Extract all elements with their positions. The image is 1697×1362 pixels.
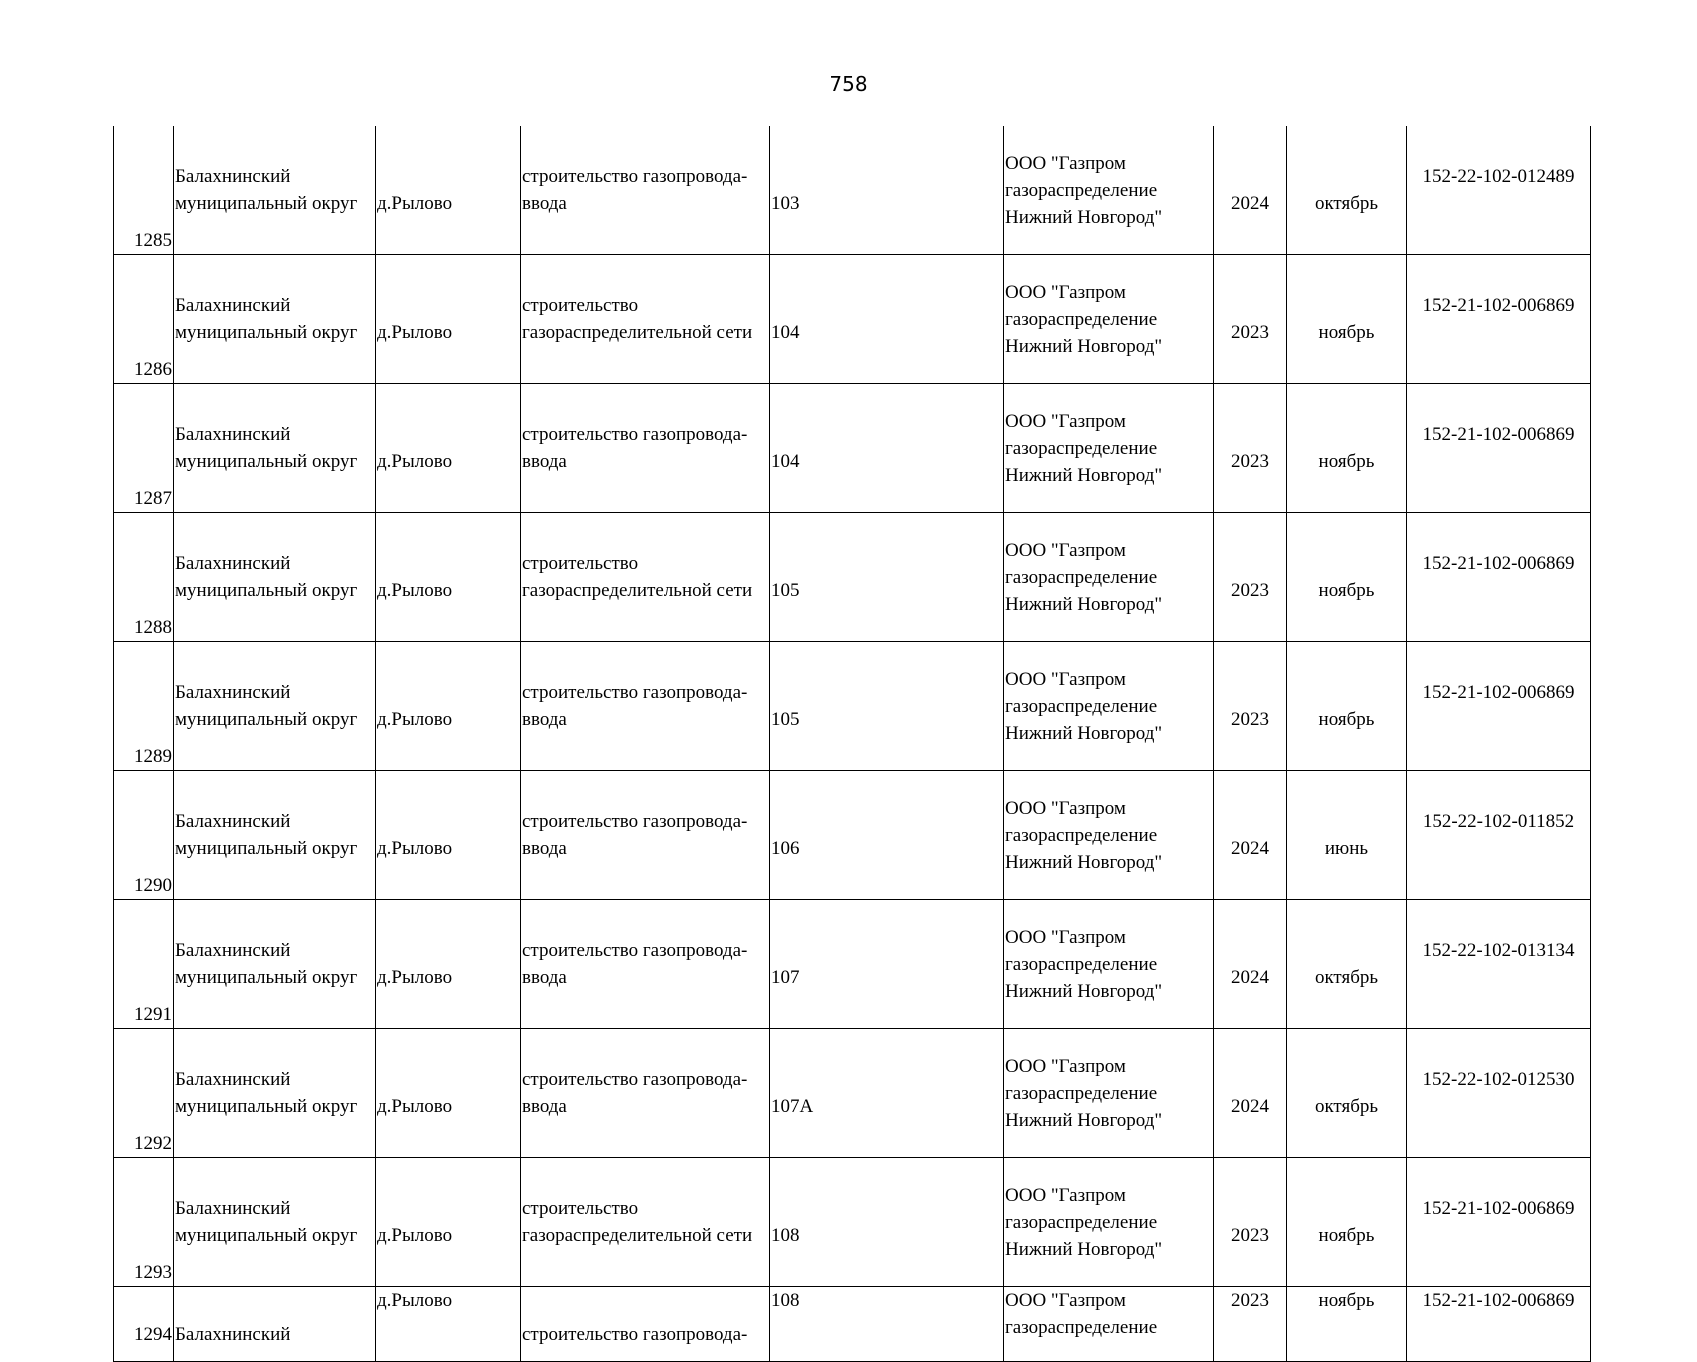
month-cell: июнь bbox=[1287, 771, 1407, 900]
cell-line: ООО "Газпром bbox=[1005, 1290, 1126, 1311]
cell-line: газораспределение bbox=[1005, 1082, 1158, 1104]
cell-line: Балахнинский bbox=[175, 811, 291, 832]
month-cell: октябрь bbox=[1287, 1029, 1407, 1158]
house-number-cell: 107А bbox=[770, 1029, 1004, 1158]
cell-line: ввода bbox=[522, 1096, 567, 1117]
cell-line: ввода bbox=[522, 838, 567, 859]
table-row bbox=[114, 642, 1591, 771]
organization-cell bbox=[1004, 1287, 1214, 1362]
district-cell bbox=[174, 255, 376, 384]
month-cell: ноябрь bbox=[1287, 513, 1407, 642]
district-cell bbox=[174, 384, 376, 513]
house-number-cell: 104 bbox=[770, 255, 1004, 384]
organization-cell bbox=[1004, 384, 1214, 513]
work-type-cell bbox=[521, 513, 770, 642]
organization-cell bbox=[1004, 126, 1214, 255]
cell-line: газораспределение bbox=[1005, 824, 1158, 846]
cell-line: ввода bbox=[522, 967, 567, 988]
cell-line: ООО "Газпром bbox=[1005, 797, 1126, 819]
month-cell: ноябрь bbox=[1287, 384, 1407, 513]
cell-line: газораспределение bbox=[1005, 953, 1158, 975]
table-row bbox=[114, 126, 1591, 255]
house-number-cell: 103 bbox=[770, 126, 1004, 255]
locality-cell: д.Рылово bbox=[376, 384, 521, 513]
locality-cell: д.Рылово bbox=[376, 1158, 521, 1287]
year-cell: 2023 bbox=[1214, 255, 1287, 384]
cell-line: муниципальный округ bbox=[175, 1225, 358, 1246]
month-cell: ноябрь bbox=[1287, 1287, 1407, 1362]
cell-line: ввода bbox=[522, 709, 567, 730]
cell-line: Балахнинский bbox=[175, 295, 291, 316]
cell-line: газораспределительной сети bbox=[522, 322, 753, 343]
cell-line: Нижний Новгород" bbox=[1005, 1109, 1163, 1131]
cell-line: газораспределительной сети bbox=[522, 580, 753, 601]
cell-line: Нижний Новгород" bbox=[1005, 851, 1163, 873]
work-type-cell bbox=[521, 384, 770, 513]
row-number-cell: 1286 bbox=[114, 255, 174, 384]
organization-cell bbox=[1004, 771, 1214, 900]
permit-code-cell: 152-22-102-013134 bbox=[1407, 900, 1591, 1029]
cell-line: строительство газопровода- bbox=[522, 166, 748, 187]
table-row bbox=[114, 900, 1591, 1029]
year-cell: 2023 bbox=[1214, 642, 1287, 771]
permit-code-cell: 152-21-102-006869 bbox=[1407, 1287, 1591, 1362]
district-cell bbox=[174, 771, 376, 900]
year-cell: 2024 bbox=[1214, 771, 1287, 900]
year-cell: 2024 bbox=[1214, 126, 1287, 255]
cell-line: Нижний Новгород" bbox=[1005, 335, 1163, 357]
house-number-cell: 105 bbox=[770, 642, 1004, 771]
cell-line: ООО "Газпром bbox=[1005, 1055, 1126, 1077]
year-cell: 2024 bbox=[1214, 900, 1287, 1029]
row-number-cell: 1294 bbox=[114, 1287, 174, 1362]
cell-line: Нижний Новгород" bbox=[1005, 980, 1163, 1002]
cell-line: газораспределение bbox=[1005, 695, 1158, 717]
locality-cell: д.Рылово bbox=[376, 642, 521, 771]
month-cell: октябрь bbox=[1287, 900, 1407, 1029]
cell-line: Нижний Новгород" bbox=[1005, 464, 1163, 486]
table-row bbox=[114, 1029, 1591, 1158]
cell-line: ввода bbox=[522, 193, 567, 214]
cell-line: Нижний Новгород" bbox=[1005, 722, 1163, 744]
organization-cell bbox=[1004, 255, 1214, 384]
table-row bbox=[114, 1287, 1591, 1362]
table-row bbox=[114, 771, 1591, 900]
cell-line: строительство bbox=[522, 553, 639, 574]
table-body bbox=[114, 126, 1591, 1362]
table-row bbox=[114, 1158, 1591, 1287]
work-type-cell bbox=[521, 126, 770, 255]
row-number-cell: 1292 bbox=[114, 1029, 174, 1158]
work-type-cell: строительство газопровода- bbox=[521, 1287, 770, 1362]
organization-cell bbox=[1004, 900, 1214, 1029]
cell-line: газораспределение bbox=[1005, 437, 1158, 459]
year-cell: 2023 bbox=[1214, 1158, 1287, 1287]
cell-line: ООО "Газпром bbox=[1005, 281, 1126, 303]
organization-cell bbox=[1004, 1158, 1214, 1287]
table-row bbox=[114, 513, 1591, 642]
locality-cell: д.Рылово bbox=[376, 771, 521, 900]
cell-line: строительство газопровода- bbox=[522, 1069, 748, 1090]
cell-line: Нижний Новгород" bbox=[1005, 1238, 1163, 1260]
cell-line: строительство газопровода- bbox=[522, 811, 748, 832]
locality-cell: д.Рылово bbox=[376, 1287, 521, 1362]
row-number-cell: 1289 bbox=[114, 642, 174, 771]
work-type-cell bbox=[521, 1158, 770, 1287]
district-cell: Балахнинский bbox=[174, 1287, 376, 1362]
cell-line: муниципальный округ bbox=[175, 1096, 358, 1117]
month-cell: октябрь bbox=[1287, 126, 1407, 255]
cell-line: газораспределение bbox=[1005, 179, 1158, 201]
house-number-cell: 104 bbox=[770, 384, 1004, 513]
district-cell bbox=[174, 126, 376, 255]
cell-line: строительство газопровода- bbox=[522, 682, 748, 703]
cell-line: Балахнинский bbox=[175, 166, 291, 187]
cell-line: муниципальный округ bbox=[175, 709, 358, 730]
house-number-cell: 106 bbox=[770, 771, 1004, 900]
cell-line: газораспределение bbox=[1005, 566, 1158, 588]
permit-code-cell: 152-21-102-006869 bbox=[1407, 642, 1591, 771]
permit-code-cell: 152-21-102-006869 bbox=[1407, 384, 1591, 513]
table-row bbox=[114, 384, 1591, 513]
cell-line: строительство газопровода- bbox=[522, 424, 748, 445]
locality-cell: д.Рылово bbox=[376, 1029, 521, 1158]
work-type-cell bbox=[521, 255, 770, 384]
cell-line: строительство bbox=[522, 1198, 639, 1219]
cell-line: газораспределение bbox=[1005, 308, 1158, 330]
cell-line: ООО "Газпром bbox=[1005, 410, 1126, 432]
month-cell: ноябрь bbox=[1287, 642, 1407, 771]
cell-line: Балахнинский bbox=[175, 1069, 291, 1090]
year-cell: 2024 bbox=[1214, 1029, 1287, 1158]
cell-line: газораспределение bbox=[1005, 1211, 1158, 1233]
row-number-cell: 1293 bbox=[114, 1158, 174, 1287]
cell-line: ввода bbox=[522, 451, 567, 472]
permit-code-cell: 152-22-102-012489 bbox=[1407, 126, 1591, 255]
district-cell bbox=[174, 1029, 376, 1158]
month-cell: ноябрь bbox=[1287, 1158, 1407, 1287]
cell-line: ООО "Газпром bbox=[1005, 152, 1126, 174]
gas-network-table bbox=[113, 126, 1591, 1362]
house-number-cell: 108 bbox=[770, 1158, 1004, 1287]
cell-line: Балахнинский bbox=[175, 424, 291, 445]
year-cell: 2023 bbox=[1214, 384, 1287, 513]
cell-line: муниципальный округ bbox=[175, 193, 358, 214]
row-number-cell: 1287 bbox=[114, 384, 174, 513]
district-cell bbox=[174, 1158, 376, 1287]
permit-code-cell: 152-22-102-012530 bbox=[1407, 1029, 1591, 1158]
cell-line: муниципальный округ bbox=[175, 451, 358, 472]
locality-cell: д.Рылово bbox=[376, 126, 521, 255]
cell-line: муниципальный округ bbox=[175, 967, 358, 988]
organization-cell bbox=[1004, 1029, 1214, 1158]
month-cell: ноябрь bbox=[1287, 255, 1407, 384]
locality-cell: д.Рылово bbox=[376, 513, 521, 642]
district-cell bbox=[174, 900, 376, 1029]
row-number-cell: 1285 bbox=[114, 126, 174, 255]
cell-line: газораспределение bbox=[1005, 1317, 1158, 1338]
locality-cell: д.Рылово bbox=[376, 900, 521, 1029]
row-number-cell: 1290 bbox=[114, 771, 174, 900]
cell-line: Балахнинский bbox=[175, 1198, 291, 1219]
cell-line: строительство bbox=[522, 295, 639, 316]
cell-line: Нижний Новгород" bbox=[1005, 206, 1163, 228]
permit-code-cell: 152-22-102-011852 bbox=[1407, 771, 1591, 900]
cell-line: ООО "Газпром bbox=[1005, 1184, 1126, 1206]
table-row bbox=[114, 255, 1591, 384]
cell-line: ООО "Газпром bbox=[1005, 668, 1126, 690]
cell-line: строительство газопровода- bbox=[522, 940, 748, 961]
house-number-cell: 108 bbox=[770, 1287, 1004, 1362]
work-type-cell bbox=[521, 1029, 770, 1158]
cell-line: Балахнинский bbox=[175, 553, 291, 574]
work-type-cell bbox=[521, 900, 770, 1029]
year-cell: 2023 bbox=[1214, 1287, 1287, 1362]
district-cell bbox=[174, 642, 376, 771]
row-number-cell: 1288 bbox=[114, 513, 174, 642]
house-number-cell: 107 bbox=[770, 900, 1004, 1029]
permit-code-cell: 152-21-102-006869 bbox=[1407, 255, 1591, 384]
page-number: 758 bbox=[829, 72, 868, 96]
permit-code-cell: 152-21-102-006869 bbox=[1407, 513, 1591, 642]
organization-cell bbox=[1004, 642, 1214, 771]
year-cell: 2023 bbox=[1214, 513, 1287, 642]
cell-line: ООО "Газпром bbox=[1005, 926, 1126, 948]
cell-line: Балахнинский bbox=[175, 940, 291, 961]
house-number-cell: 105 bbox=[770, 513, 1004, 642]
cell-line: муниципальный округ bbox=[175, 322, 358, 343]
cell-line: газораспределительной сети bbox=[522, 1225, 753, 1246]
cell-line: ООО "Газпром bbox=[1005, 539, 1126, 561]
cell-line: Нижний Новгород" bbox=[1005, 593, 1163, 615]
permit-code-cell: 152-21-102-006869 bbox=[1407, 1158, 1591, 1287]
cell-line: муниципальный округ bbox=[175, 580, 358, 601]
work-type-cell bbox=[521, 642, 770, 771]
cell-line: муниципальный округ bbox=[175, 838, 358, 859]
row-number-cell: 1291 bbox=[114, 900, 174, 1029]
cell-line: Балахнинский bbox=[175, 682, 291, 703]
work-type-cell bbox=[521, 771, 770, 900]
organization-cell bbox=[1004, 513, 1214, 642]
district-cell bbox=[174, 513, 376, 642]
locality-cell: д.Рылово bbox=[376, 255, 521, 384]
